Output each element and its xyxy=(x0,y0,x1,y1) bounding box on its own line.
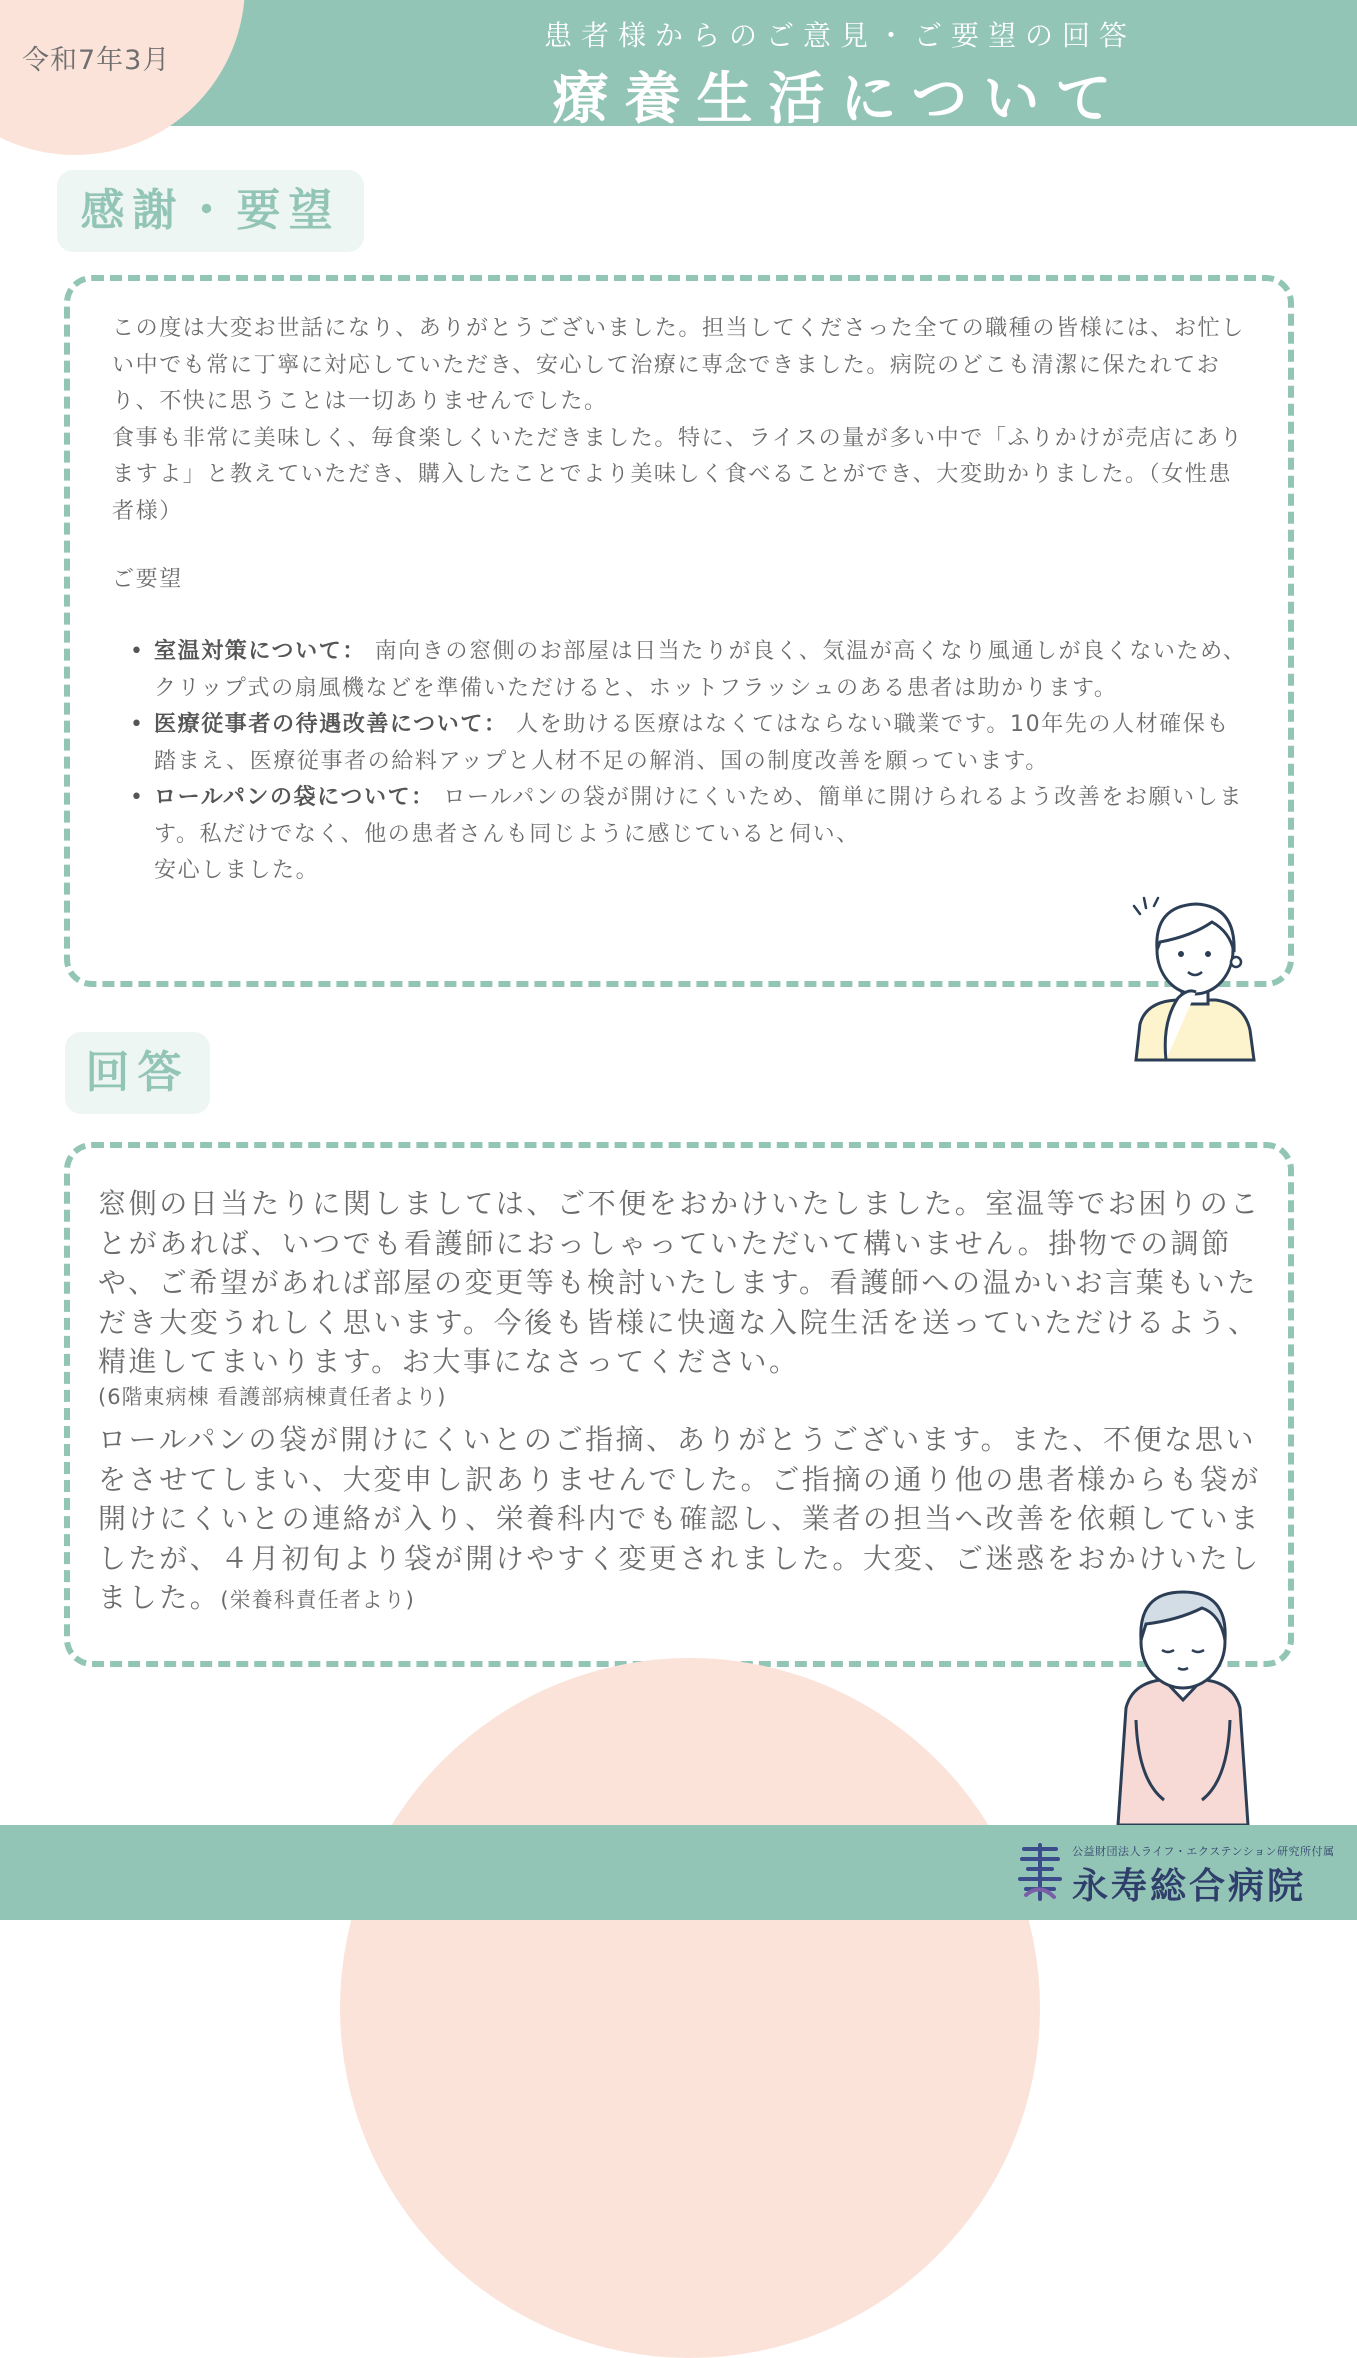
requests-heading: ご要望 xyxy=(112,567,183,592)
request-title: ロールパンの袋について： xyxy=(154,785,435,810)
hospital-logo-icon xyxy=(1018,1843,1062,1901)
request-text: 南向きの窓側のお部屋は日当たりが良く、気温が高くなり風通しが良くないため、クリップ式の扇風機などを準備いただけると、ホットフラッシュのある患者は助かります。 xyxy=(154,639,1247,701)
organization-name: 公益財団法人ライフ・エクステンション研究所付属 xyxy=(1072,1845,1335,1858)
corner-decoration xyxy=(0,0,245,155)
list-item xyxy=(130,780,1250,890)
list-item xyxy=(130,707,1250,780)
answer-author-2: (栄養科責任者より) xyxy=(220,1588,415,1612)
issue-date: 令和7年3月 xyxy=(22,45,171,76)
request-text: ロールパンの袋が開けにくいため、簡単に開けられるよう改善をお願いします。私だけでなく、他の患者さんも同じように感じていると伺い、 安心しました。 xyxy=(154,785,1243,883)
thinking-woman-illustration xyxy=(1126,892,1266,1062)
bowing-staff-illustration xyxy=(1108,1580,1258,1825)
request-text: 人を助ける医療はなくてはならない職業です。10年先の人材確保も踏まえ、医療従事者の給料アップと人材不足の解消、国の制度改善を願っています。 xyxy=(154,712,1230,774)
request-title: 室温対策について： xyxy=(154,639,366,664)
request-title: 医療従事者の待遇改善について： xyxy=(154,712,508,737)
answer-paragraph-1: 窓側の日当たりに関しましては、ご不便をおかけいたしました。室温等でお困りのことがあれば、いつでも看護師におっしゃっていただいて構いません。掛物での調節や、ご希望があれば部屋の変更等も検討いたします。看護師への温かいお言葉もいただき大変うれしく思います。今後も皆様に快適な入院生活を送っていただけるよう、精進してまいります。お大事になさってください。 xyxy=(98,1187,1261,1378)
requests-list xyxy=(130,634,1250,890)
page-subtitle: 患者様からのご意見・ご要望の回答 xyxy=(543,19,1136,52)
answer-text-2: ロールパンの袋が開けにくいとのご指摘、ありがとうございます。また、不便な思いをさせてしまい、大変申し訳ありませんでした。ご指摘の通り他の患者様からも袋が開けにくいとの連絡が入り、栄養科内でも確認し、業者の担当へ改善を依頼していましたが、４月初旬より袋が開けやすく変更されました。大変、ご迷惑をおかけいたしました。 xyxy=(98,1423,1261,1614)
answer-paragraph-2 xyxy=(98,1420,1263,1621)
section-label-feedback: 感謝・要望 xyxy=(57,170,364,252)
page-title: 療養生活について xyxy=(552,67,1128,132)
hospital-name: 永寿総合病院 xyxy=(1072,1866,1307,1907)
feedback-paragraph: この度は大変お世話になり、ありがとうございました。担当してくださった全ての職種の皆様には、お忙しい中でも常に丁寧に対応していただき、安心して治療に専念できました。病院のどこも清潔に保たれており、不快に思うことは一切ありませんでした。 食事も非常に美味しく、毎食楽しくいただきました。特に、ライスの量が多い中で「ふりかけが売店にありますよ」と教えていただき、購入したことでより美味しく食べることができ、大変助かりました。（女性患者様） xyxy=(112,316,1245,524)
section-label-answer: 回答 xyxy=(65,1032,210,1114)
list-item xyxy=(130,634,1250,707)
bottom-decoration xyxy=(340,1658,1040,2358)
answer-author-1: (6階東病棟 看護部病棟責任者より) xyxy=(98,1385,447,1409)
